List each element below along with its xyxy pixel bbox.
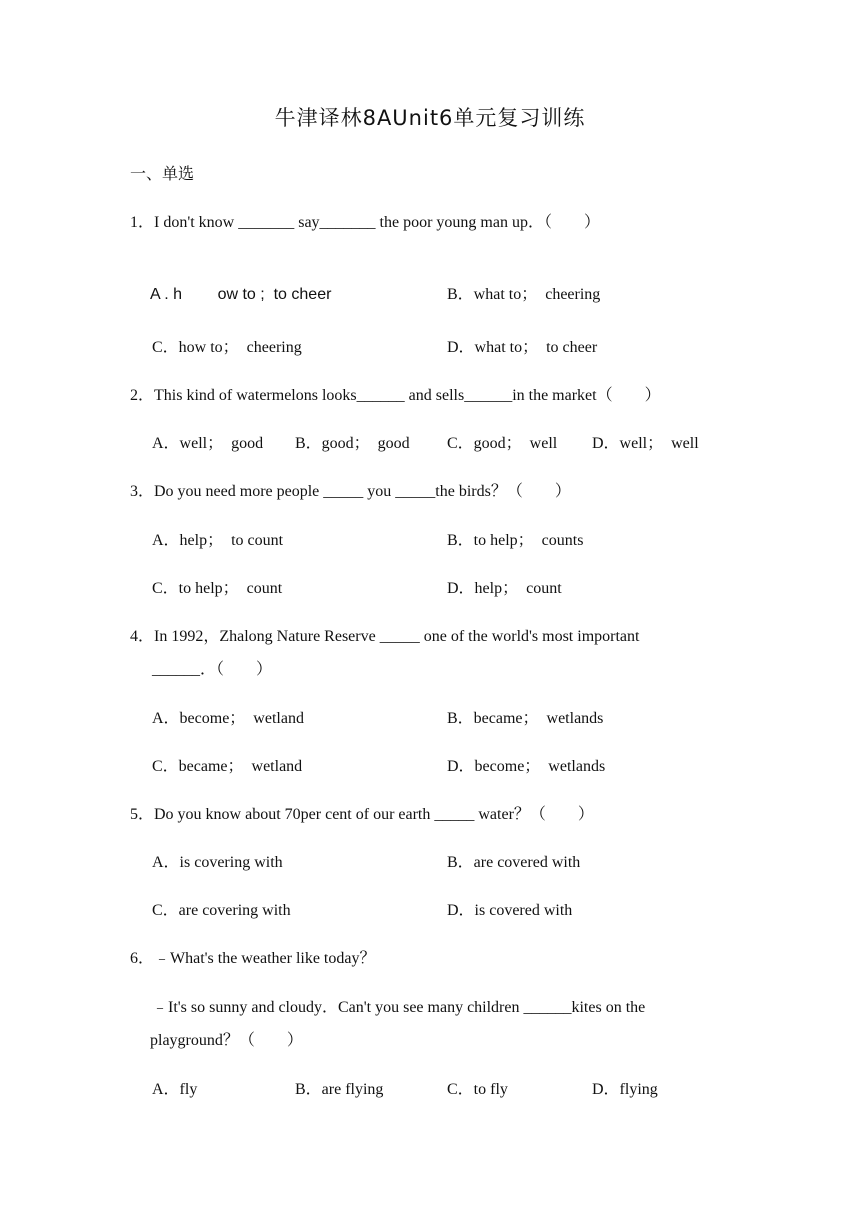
option-a[interactable]: A . h ow to ; to cheer	[150, 286, 332, 303]
option-a[interactable]: A．fly	[152, 1081, 198, 1098]
question-stem-line-2: ﹣It's so sunny and cloudy．Can't you see many children ______kites on the	[152, 999, 646, 1016]
option-d[interactable]: D．become； wetlands	[447, 758, 606, 775]
option-c[interactable]: C．became； wetland	[152, 758, 303, 775]
option-a[interactable]: A．well； good	[152, 435, 264, 452]
question-stem: 4．In 1992，Zhalong Nature Reserve _____ one of the world's most important	[130, 628, 640, 645]
option-b[interactable]: B．became； wetlands	[447, 710, 604, 727]
option-a[interactable]: A．is covering with	[152, 854, 283, 871]
page-title: 牛津译林8AUnit6单元复习训练	[274, 106, 586, 130]
option-b[interactable]: B．what to； cheering	[447, 286, 601, 303]
question-stem: 3．Do you need more people _____ you _____the birds？（ ）	[130, 483, 571, 500]
option-c[interactable]: C．good； well	[447, 435, 558, 452]
option-c[interactable]: C．to help； count	[152, 580, 283, 597]
question-stem: 5．Do you know about 70per cent of our earth _____ water？（ ）	[130, 806, 594, 823]
question-stem: 6．﹣What's the weather like today？	[130, 950, 376, 967]
option-b[interactable]: B．to help； counts	[447, 532, 584, 549]
option-a[interactable]: A．become； wetland	[152, 710, 304, 727]
option-d[interactable]: D．flying	[592, 1081, 658, 1098]
option-b[interactable]: B．good； good	[295, 435, 410, 452]
section-heading: 一、单选	[130, 164, 195, 183]
question-stem: 1．I don't know _______ say_______ the poor young man up．（ ）	[130, 214, 600, 231]
question-stem: 2．This kind of watermelons looks______ and sells______in the market（ ）	[130, 387, 661, 404]
option-c[interactable]: C．to fly	[447, 1081, 508, 1098]
option-d[interactable]: D．is covered with	[447, 902, 573, 919]
option-c[interactable]: C．are covering with	[152, 902, 291, 919]
option-d[interactable]: D．well； well	[592, 435, 699, 452]
question-stem-line-3: playground？（ ）	[150, 1032, 303, 1049]
option-c[interactable]: C．how to； cheering	[152, 339, 302, 356]
option-a[interactable]: A．help； to count	[152, 532, 284, 549]
option-d[interactable]: D．help； count	[447, 580, 562, 597]
question-stem-continued: ______．（ ）	[152, 661, 273, 678]
option-b[interactable]: B．are flying	[295, 1081, 384, 1098]
option-d[interactable]: D．what to； to cheer	[447, 339, 598, 356]
option-b[interactable]: B．are covered with	[447, 854, 581, 871]
